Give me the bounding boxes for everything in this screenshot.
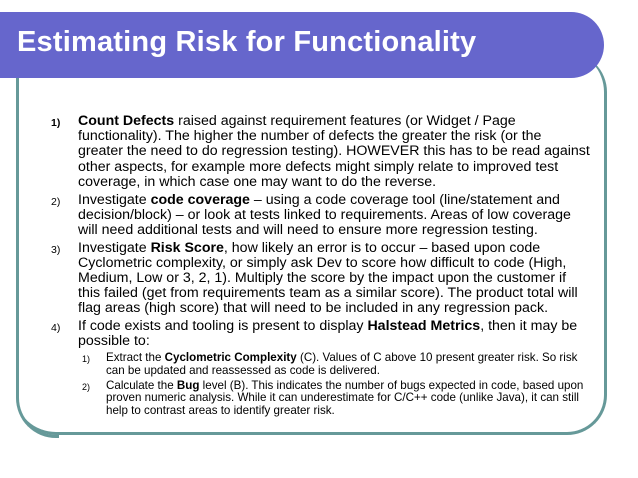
sub-list-item	[38, 380, 590, 418]
sub-list-item	[38, 352, 590, 377]
bold-term: Cyclometric Complexity	[164, 351, 297, 365]
item-text: , then it may be possible to:	[78, 318, 578, 350]
item-text: , how likely an error is to occur – based upon code Cyclometric complexity, or simply ask Dev to score how difficult to code (High, Medium, Low or 3, 2, 1). Multiply the score by the impact upon the customer if this failed (get from requirements team as a similar score). The product total will flag areas (high score) that will need to be included in any regression pack.	[78, 239, 578, 317]
item-text: Investigate	[78, 239, 151, 256]
bold-term: Bug	[176, 378, 200, 392]
item-text: raised against requirement features (or Widget / Page functionality). The higher the number of defects the greater the risk (or the greater the need to do regression testing). HOWEVER this has to be read against other aspects, for example more defects might simply relate to improved test coverage, in which case one may want to do the reverse.	[78, 113, 590, 190]
sub-item-text: level (B). This indicates the number of bugs expected in code, based upon proven numeric analysis. While it can underestimate for C/C++ code (unlike Java), it can still help to contrast areas to identify greater risk.	[106, 378, 584, 417]
list-number: 3)	[51, 243, 61, 256]
list-item	[38, 319, 590, 349]
slide-body	[38, 114, 590, 420]
item-text: If code exists and tooling is present to display	[78, 318, 368, 335]
sub-item-text: Extract the	[106, 351, 165, 365]
sub-item-text: (C). Values of C above 10 present greater risk. So risk can be updated and reassessed as code is delivered.	[106, 351, 578, 377]
list-number: 2)	[51, 195, 61, 208]
slide-title: Estimating Risk for Functionality	[17, 26, 477, 58]
sub-list-number: 1)	[82, 354, 91, 365]
list-number: 4)	[51, 322, 61, 335]
item-text: – using a code coverage tool (line/statement and decision/block) – or look at tests linked to requirements. Areas of low coverage will need additional tests and will need to ensure more regression testing.	[78, 191, 571, 238]
item-text: Investigate	[78, 191, 151, 208]
bold-term: Count Defects	[78, 113, 175, 129]
list-item	[38, 114, 590, 190]
list-item	[38, 241, 590, 317]
sub-list-number: 2)	[82, 381, 91, 392]
sub-item-text: Calculate the	[106, 378, 177, 392]
list-number: 1)	[51, 117, 61, 129]
list-item	[38, 193, 590, 239]
bold-term: code coverage	[150, 191, 250, 208]
bold-term: Halstead Metrics	[367, 318, 481, 335]
bold-term: Risk Score	[150, 239, 224, 256]
